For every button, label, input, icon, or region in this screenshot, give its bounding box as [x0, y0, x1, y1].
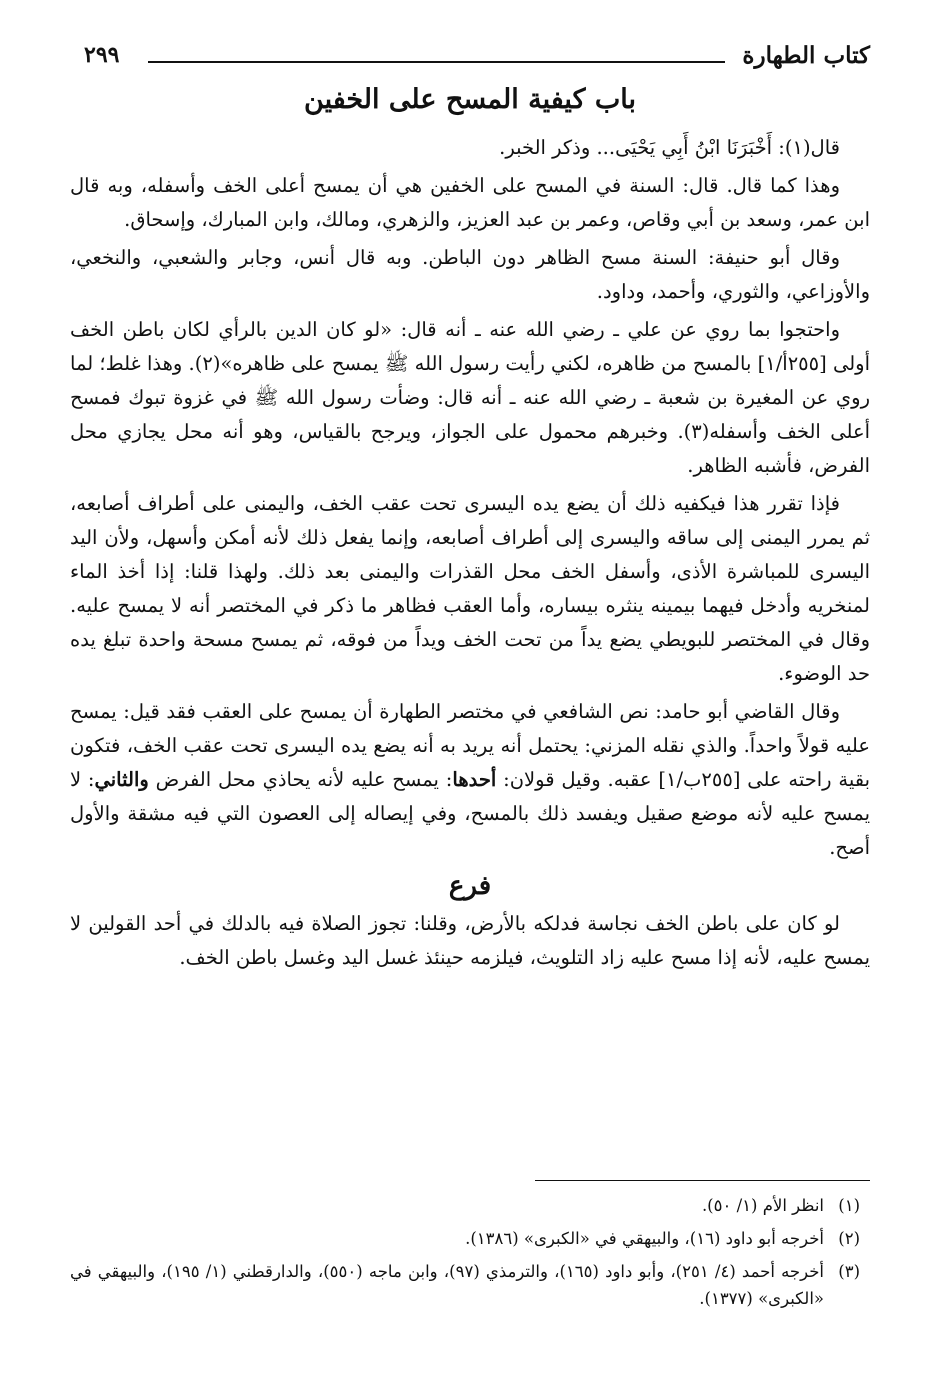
running-title: كتاب الطهارة	[742, 42, 870, 69]
footnote-rule	[535, 1180, 870, 1181]
first-opinion-text: : يمسح عليه لأنه يحاذي محل الفرض	[155, 768, 453, 791]
footnote-number: (٢)	[838, 1229, 860, 1248]
body-text	[70, 131, 870, 979]
footnotes	[70, 1192, 860, 1318]
paragraph-2: وهذا كما قال. قال: السنة في المسح على الخفين هي أن يمسح أعلى الخف وأسفله، وبه قال ابن عمر، وسعد بن أبي وقاص، وعمر بن عبد العزيز، والزهري، ومالك، وابن المبارك، وإسحاق.	[70, 174, 870, 231]
section-heading: فرع	[448, 871, 492, 901]
footnote-number: (١)	[838, 1196, 860, 1215]
first-opinion-label: أحدها	[452, 768, 497, 791]
footnote	[70, 1192, 860, 1219]
footnote	[70, 1225, 860, 1252]
chapter-title: باب كيفية المسح على الخفين	[304, 84, 636, 115]
second-opinion-text: : لا يمسح عليه لأنه موضع صقيل ويفسد ذلك بالمسح، وفي إيصاله إلى العصون التي فيه مشقة والأول أصح.	[70, 768, 870, 859]
footnote-number: (٣)	[838, 1262, 860, 1281]
footnote-text: انظر الأم (١/ ٥٠).	[701, 1196, 824, 1215]
footnote	[70, 1258, 860, 1312]
page-header	[70, 38, 870, 78]
footnote-text: أخرجه أبو داود (١٦)، والبيهقي في «الكبرى» (١٣٨٦).	[465, 1229, 824, 1248]
paragraph-1: قال(١): أَخْبَرَنَا ابْنُ أَبِي يَحْيَى... وذكر الخبر.	[499, 136, 840, 159]
paragraph-4: واحتجوا بما روي عن علي ـ رضي الله عنه ـ أنه قال: «لو كان الدين بالرأي لكان باطن الخف أولى [٢٥٥أ/١] بالمسح من ظاهره، لكني رأيت رسول الله ﷺ يمسح على ظاهره»(٢). وهذا غلط؛ لما روي عن المغيرة بن شعبة ـ رضي الله عنه ـ أنه قال: وضأت رسول الله ﷺ في غزوة تبوك فمسح أعلى الخف وأسفله(٣). وخبرهم محمول على الجواز، ويرجح بالقياس، وهو أنه محل يجازي محل الفرض، فأشبه الظاهر.	[70, 318, 870, 477]
footnote-text: أخرجه أحمد (٤/ ٢٥١)، وأبو داود (١٦٥)، والترمذي (٩٧)، وابن ماجه (٥٥٠)، والدارقطني (١/ ١٩٥)، والبيهقي في «الكبرى» (١٣٧٧).	[70, 1262, 825, 1308]
paragraph-6-text: وقال القاضي أبو حامد: نص الشافعي في مختصر الطهارة أن يمسح على العقب فقد قيل: يمسح عليه قولاً واحداً. والذي نقله المزني: يحتمل أنه يريد به أنه يضع يده اليسرى تحت عقب الخف، فتكون بقية راحته على [٢٥٥ب/١] عقبه. وقيل قولان:	[70, 700, 871, 791]
paragraph-6	[70, 695, 870, 865]
branch-paragraph: لو كان على باطن الخف نجاسة فدلكه بالأرض، وقلنا: تجوز الصلاة فيه بالدلك في أحد القولين لا يمسح عليه، لأنه إذا مسح عليه زاد التلويث، فيلزمه حينئذ غسل اليد وغسل باطن الخف.	[70, 912, 870, 969]
paragraph-3: وقال أبو حنيفة: السنة مسح الظاهر دون الباطن. وبه قال أنس، وجابر والشعبي، والنخعي، والأوزاعي، والثوري، وأحمد، وداود.	[70, 246, 870, 303]
page-number: ٢٩٩	[84, 42, 120, 68]
second-opinion-label: والثاني	[94, 768, 149, 791]
paragraph-5: فإذا تقرر هذا فيكفيه ذلك أن يضع يده اليسرى تحت عقب الخف، واليمنى على أطراف أصابعه، ثم يمرر اليمنى إلى ساقه واليسرى إلى أطراف أصابعه، وإنما يفعل ذلك لأنه أمكن وأسهل، ولأن اليد اليسرى للمباشرة الأذى، وأسفل الخف محل القذرات واليمنى بعد ذلك. ولهذا قلنا: إذا أخذ الماء لمنخريه وأدخل فيهما بيمينه ينثره بيساره، وأما العقب فظاهر ما ذكر في المختصر أنه لا يمسح عليه. وقال في المختصر للبويطي يضع يداً من تحت الخف ويداً من فوقه، ثم يمسح مسحة واحدة تبلغ يده حد الوضوء.	[70, 492, 870, 685]
header-rule	[148, 61, 725, 63]
